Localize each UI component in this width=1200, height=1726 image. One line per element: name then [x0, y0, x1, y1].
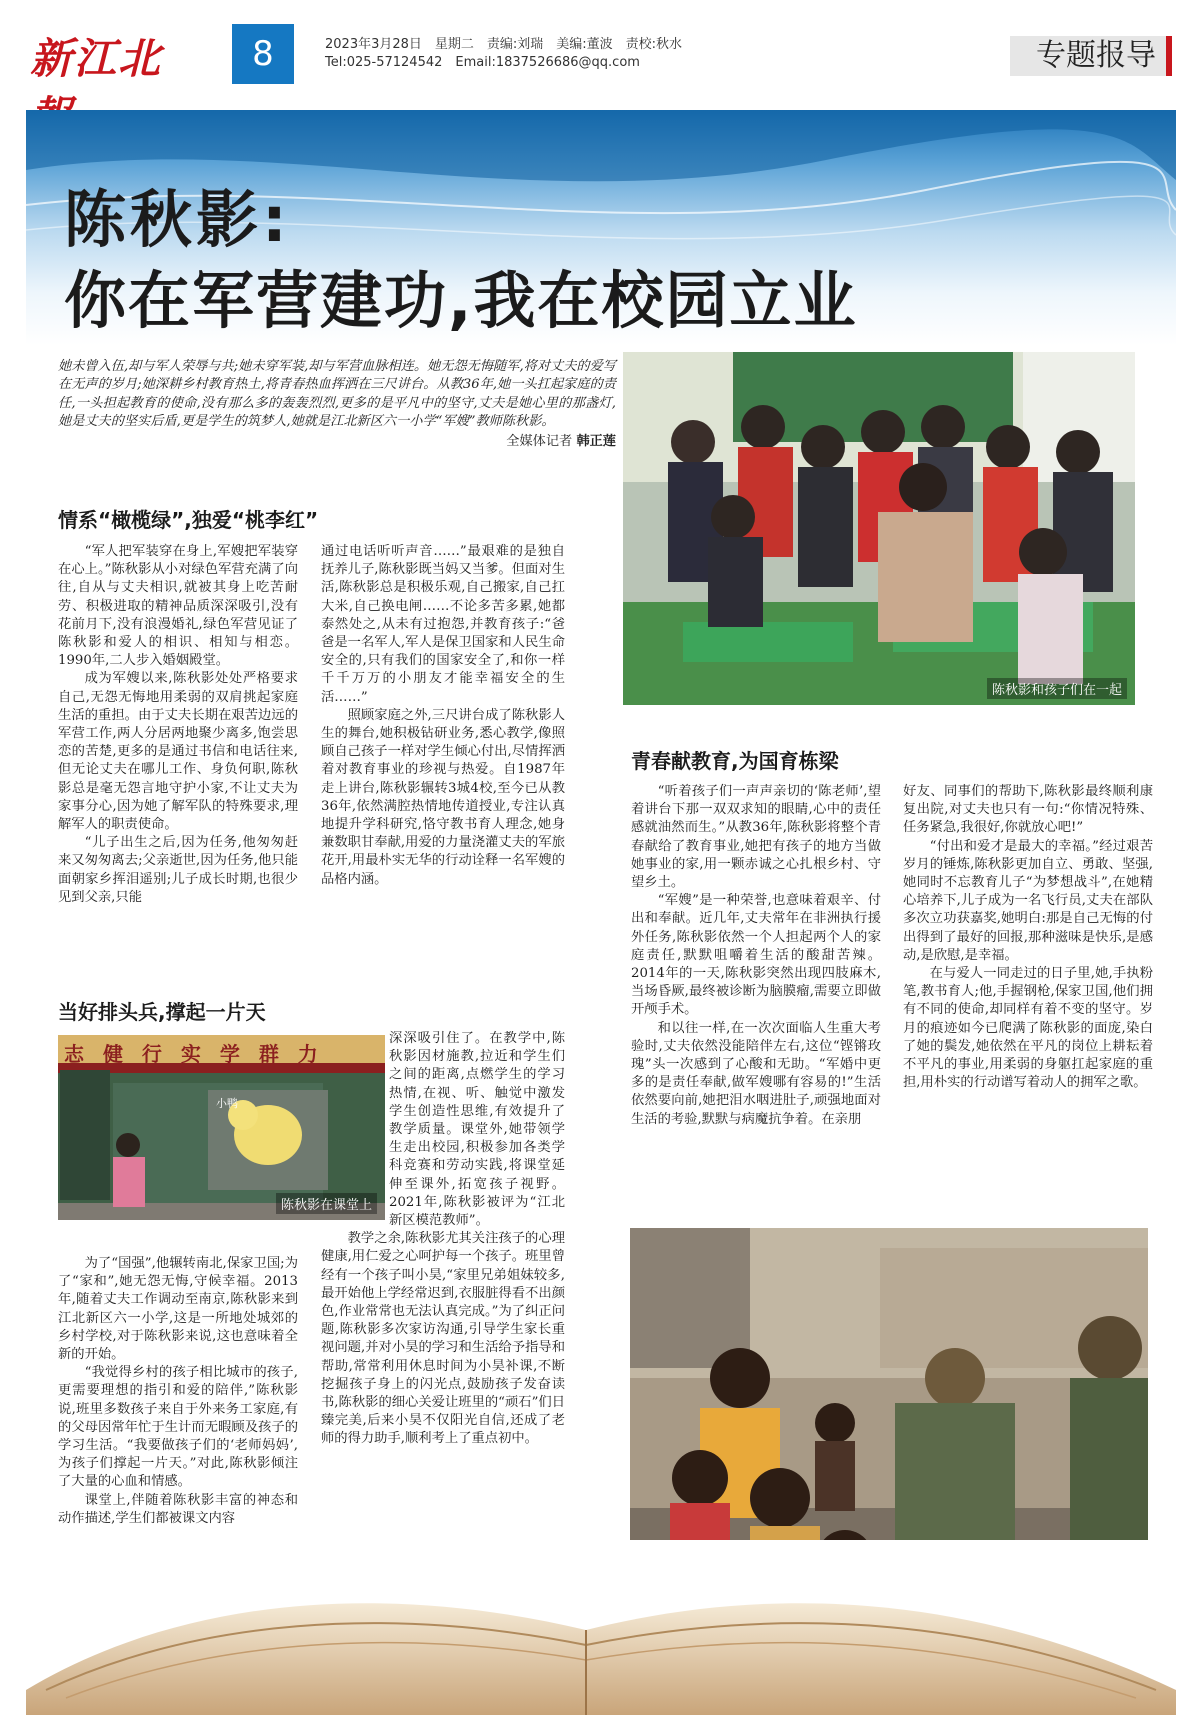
photo1-caption: 陈秋影和孩子们在一起	[987, 678, 1127, 699]
section2-heading: 当好排头兵,撑起一片天	[58, 1000, 266, 1024]
photo1-illustration	[623, 352, 1135, 705]
article-lead	[58, 358, 616, 451]
section3-col1-para1: “听着孩子们一声声亲切的‘陈老师’,望着讲台下那一双双求知的眼睛,心中的责任感就油然而生。”从教36年,陈秋影将整个青春献给了教育事业,她把有孩子的地方当做她事业的家,用一颗赤诚之心扎根乡村、守望乡土。	[631, 784, 881, 891]
section2-col2-para2: 教学之余,陈秋影尤其关注孩子的心理健康,用仁爱之心呵护每一个孩子。班里曾经有一个孩子叫小昊,“家里兄弟姐妹较多,最开始他上学经常迟到,衣服脏得看不出颜色,作业常常也无法认真完成。”为了纠正问题,陈秋影多次家访沟通,引导学生家长重视问题,并对小昊的学习和生活给予指导和帮助,常常利用休息时间为小昊补课,不断挖掘孩子身上的闪光点,鼓励孩子发奋读书,陈秋影的细心关爱让班里的“顽石”们日臻完美,后来小昊不仅阳光自信,还成了老师的得力助手,顺利考上了重点初中。	[321, 1231, 565, 1447]
header-info	[325, 36, 965, 72]
section1-column2	[321, 543, 565, 963]
section1-col1-para2: 成为军嫂以来,陈秋影处处严格要求自己,无怨无悔地用柔弱的双肩挑起家庭生活的重担。由于丈夫长期在艰苦边远的军营工作,两人分居两地聚少离多,饱尝思恋的苦楚,更多的是通过书信和电话往来,但无论丈夫在哪儿工作、身负何职,陈秋影总是毫无怨言地守护小家,不让丈夫为家事分心,因为她了解军队的特殊要求,理解军人的职责使命。	[58, 671, 298, 833]
book-illustration	[26, 1540, 1176, 1715]
section2-col1-para1: 为了“国强”,他辗转南北,保家卫国;为了“家和”,她无怨无悔,守候幸福。2013年,随着丈夫工作调动至南京,陈秋影来到江北新区六一小学,这是一所地处城郊的乡村学校,对于陈秋影来说,这也意味着全新的开始。	[58, 1256, 298, 1363]
section3-heading: 青春献教育,为国育栋梁	[631, 749, 839, 773]
section1-col1-para1: “军人把军装穿在身上,军嫂把军装穿在心上。”陈秋影从小对绿色军营充满了向往,自从与丈夫相识,就被其身上吃苦耐劳、积极进取的精神品质深深吸引,没有花前月下,没有浪漫婚礼,绿色军营见证了陈秋影和爱人的相识、相知与相恋。1990年,二人步入婚姻殿堂。	[58, 544, 298, 669]
photo2-banner-text: 志 健 行 实 学 群 力	[64, 1042, 324, 1066]
photo-teacher-with-students	[623, 352, 1135, 705]
section-tag: 专题报导	[1036, 38, 1156, 73]
masthead-logo: 新江北	[30, 34, 163, 83]
section2-col1-para3: 课堂上,伴随着陈秋影丰富的神态和动作描述,学生们都被课文内容	[58, 1492, 298, 1526]
section3-col1-para2: “军嫂”是一种荣誉,也意味着艰辛、付出和奉献。近几年,丈夫常年在非洲执行援外任务,陈秋影依然一个人担起两个人的家庭责任,默默咀嚼着生活的酸甜苦辣。2014年的一天,陈秋影突然出现四肢麻木,当场昏厥,最终被诊断为脑膜瘤,需要立即做开颅手术。	[631, 893, 881, 1018]
byline-author: 韩正莲	[576, 433, 616, 449]
photo2-screen-text: 小鸭	[216, 1097, 238, 1110]
header-date-editors: 2023年3月28日 星期二 责编:刘瑞 美编:董波 责校:秋水	[325, 37, 683, 52]
article-title-line1: 陈秋影:	[64, 183, 291, 256]
section2-col2-para1: 深深吸引住了。在教学中,陈秋影因材施教,拉近和学生们之间的距离,点燃学生的学习热情,在视、听、触觉中激发学生创造性思维,有效提升了教学质量。课堂外,她带领学生走出校园,积极参加各类学科竞赛和劳动实践,将课堂延伸至课外,拓宽孩子视野。2021年,陈秋影被评为“江北新区模范教师”。	[389, 1031, 565, 1229]
lead-text: 她未曾入伍,却与军人荣辱与共;她未穿军装,却与军营血脉相连。她无怨无悔随军,将对丈夫的爱写在无声的岁月;她深耕乡村教育热土,将青春热血挥洒在三尺讲台。从教36年,她一头扛起家庭的责任,一头担起教育的使命,没有那么多的轰轰烈烈,更多的是平凡中的坚守,丈夫是她心里的那盏灯,她是丈夫的坚实后盾,更是学生的筑梦人,她就是江北新区六一小学“军嫂”教师陈秋影。	[58, 359, 616, 430]
section2-column2	[321, 1030, 565, 1570]
section3-col2-para1: 好友、同事们的帮助下,陈秋影最终顺利康复出院,对丈夫也只有一句:“你情况特殊、任务紧急,我很好,你就放心吧!”	[903, 784, 1153, 836]
article-title-line2: 你在军营建功,我在校园立业	[64, 264, 858, 337]
section1-column1	[58, 543, 298, 963]
decorative-book-footer	[26, 1540, 1176, 1715]
section2-col1-para2: “我觉得乡村的孩子相比城市的孩子,更需要理想的指引和爱的陪伴,”陈秋影说,班里多数孩子来自于外来务工家庭,有的父母因常年忙于生计而无暇顾及孩子的学习生活。“我要做孩子们的‘老师妈妈’,为孩子们撑起一片天。”对此,陈秋影倾注了大量的心血和情感。	[58, 1365, 298, 1490]
section3-column1	[631, 783, 881, 1185]
page-number-badge: 8	[232, 24, 294, 84]
section1-col2-para1: 通过电话听听声音……”最艰难的是独自抚养儿子,陈秋影既当妈又当爹。但面对生活,陈秋影总是积极乐观,自己搬家,自己扛大米,自己换电闸……不论多苦多累,她都泰然处之,从未有过抱怨,并教育孩子:“爸爸是一名军人,军人是保卫国家和人民生命安全的,只有我们的国家安全了,和你一样千千万万的小朋友才能幸福安全的生活……”	[321, 544, 565, 705]
section3-col2-para2: “付出和爱才是最大的幸福。”经过艰苦岁月的锤炼,陈秋影更加自立、勇敢、坚强,她同时不忘教育儿子“为梦想战斗”,在她精心培养下,儿子成为一名飞行员,丈夫在部队多次立功获嘉奖,她明白:那是自己无悔的付出得到了最好的回报,那种滋味是快乐,是感动,是欣慰,是幸福。	[903, 838, 1153, 963]
section1-col1-para3: “儿子出生之后,因为任务,他匆匆赶来又匆匆离去;父亲逝世,因为任务,他只能面朝家乡挥泪遥别;儿子成长时期,也很少见到父亲,只能	[58, 835, 298, 905]
photo2-caption: 陈秋影在课堂上	[276, 1193, 377, 1214]
section3-col1-para3: 和以往一样,在一次次面临人生重大考验时,丈夫依然没能陪伴左右,这位“铿锵玫瑰”头一次感到了心酸和无助。“军婚中更多的是责任奉献,做军嫂哪有容易的!”生活依然要向前,她把泪水咽进肚子,顽强地面对生活的考验,默默与病魔抗争着。在亲朋	[631, 1020, 881, 1127]
header-contact: Tel:025-57124542 Email:1837526686@qq.com	[325, 55, 640, 70]
byline	[58, 433, 616, 451]
section2-column1	[58, 1255, 298, 1570]
section3-col2-para3: 在与爱人一同走过的日子里,她,手执粉笔,教书育人;他,手握钢枪,保家卫国,他们拥有不同的使命,却同样有着不变的坚守。岁月的痕迹如今已爬满了陈秋影的面庞,染白了她的鬓发,她依然在平凡的岗位上耕耘着不平凡的事业,用柔弱的身躯扛起家庭的重担,用朴实的行动谱写着动人的拥军之歌。	[903, 966, 1153, 1091]
section-tag-red-bar	[1166, 36, 1172, 76]
byline-prefix: 全媒体记者	[506, 433, 573, 449]
section3-column2	[903, 783, 1153, 1185]
section1-col2-para2: 照顾家庭之外,三尺讲台成了陈秋影人生的舞台,她积极钻研业务,悉心教学,像照顾自己孩子一样对学生倾心付出,尽情挥洒着对教育事业的珍视与热爱。自1987年走上讲台,陈秋影辗转3城4校,至今已从教36年,依然满腔热情地传道授业,专注认真地提升学科研究,恪守教书育人理念,她身兼数职甘奉献,用爱的力量浇灌丈夫的军旅花开,用最朴实无华的行动诠释一名军嫂的品格内涵。	[321, 707, 565, 887]
section1-heading: 情系“橄榄绿”,独爱“桃李红”	[58, 508, 319, 532]
